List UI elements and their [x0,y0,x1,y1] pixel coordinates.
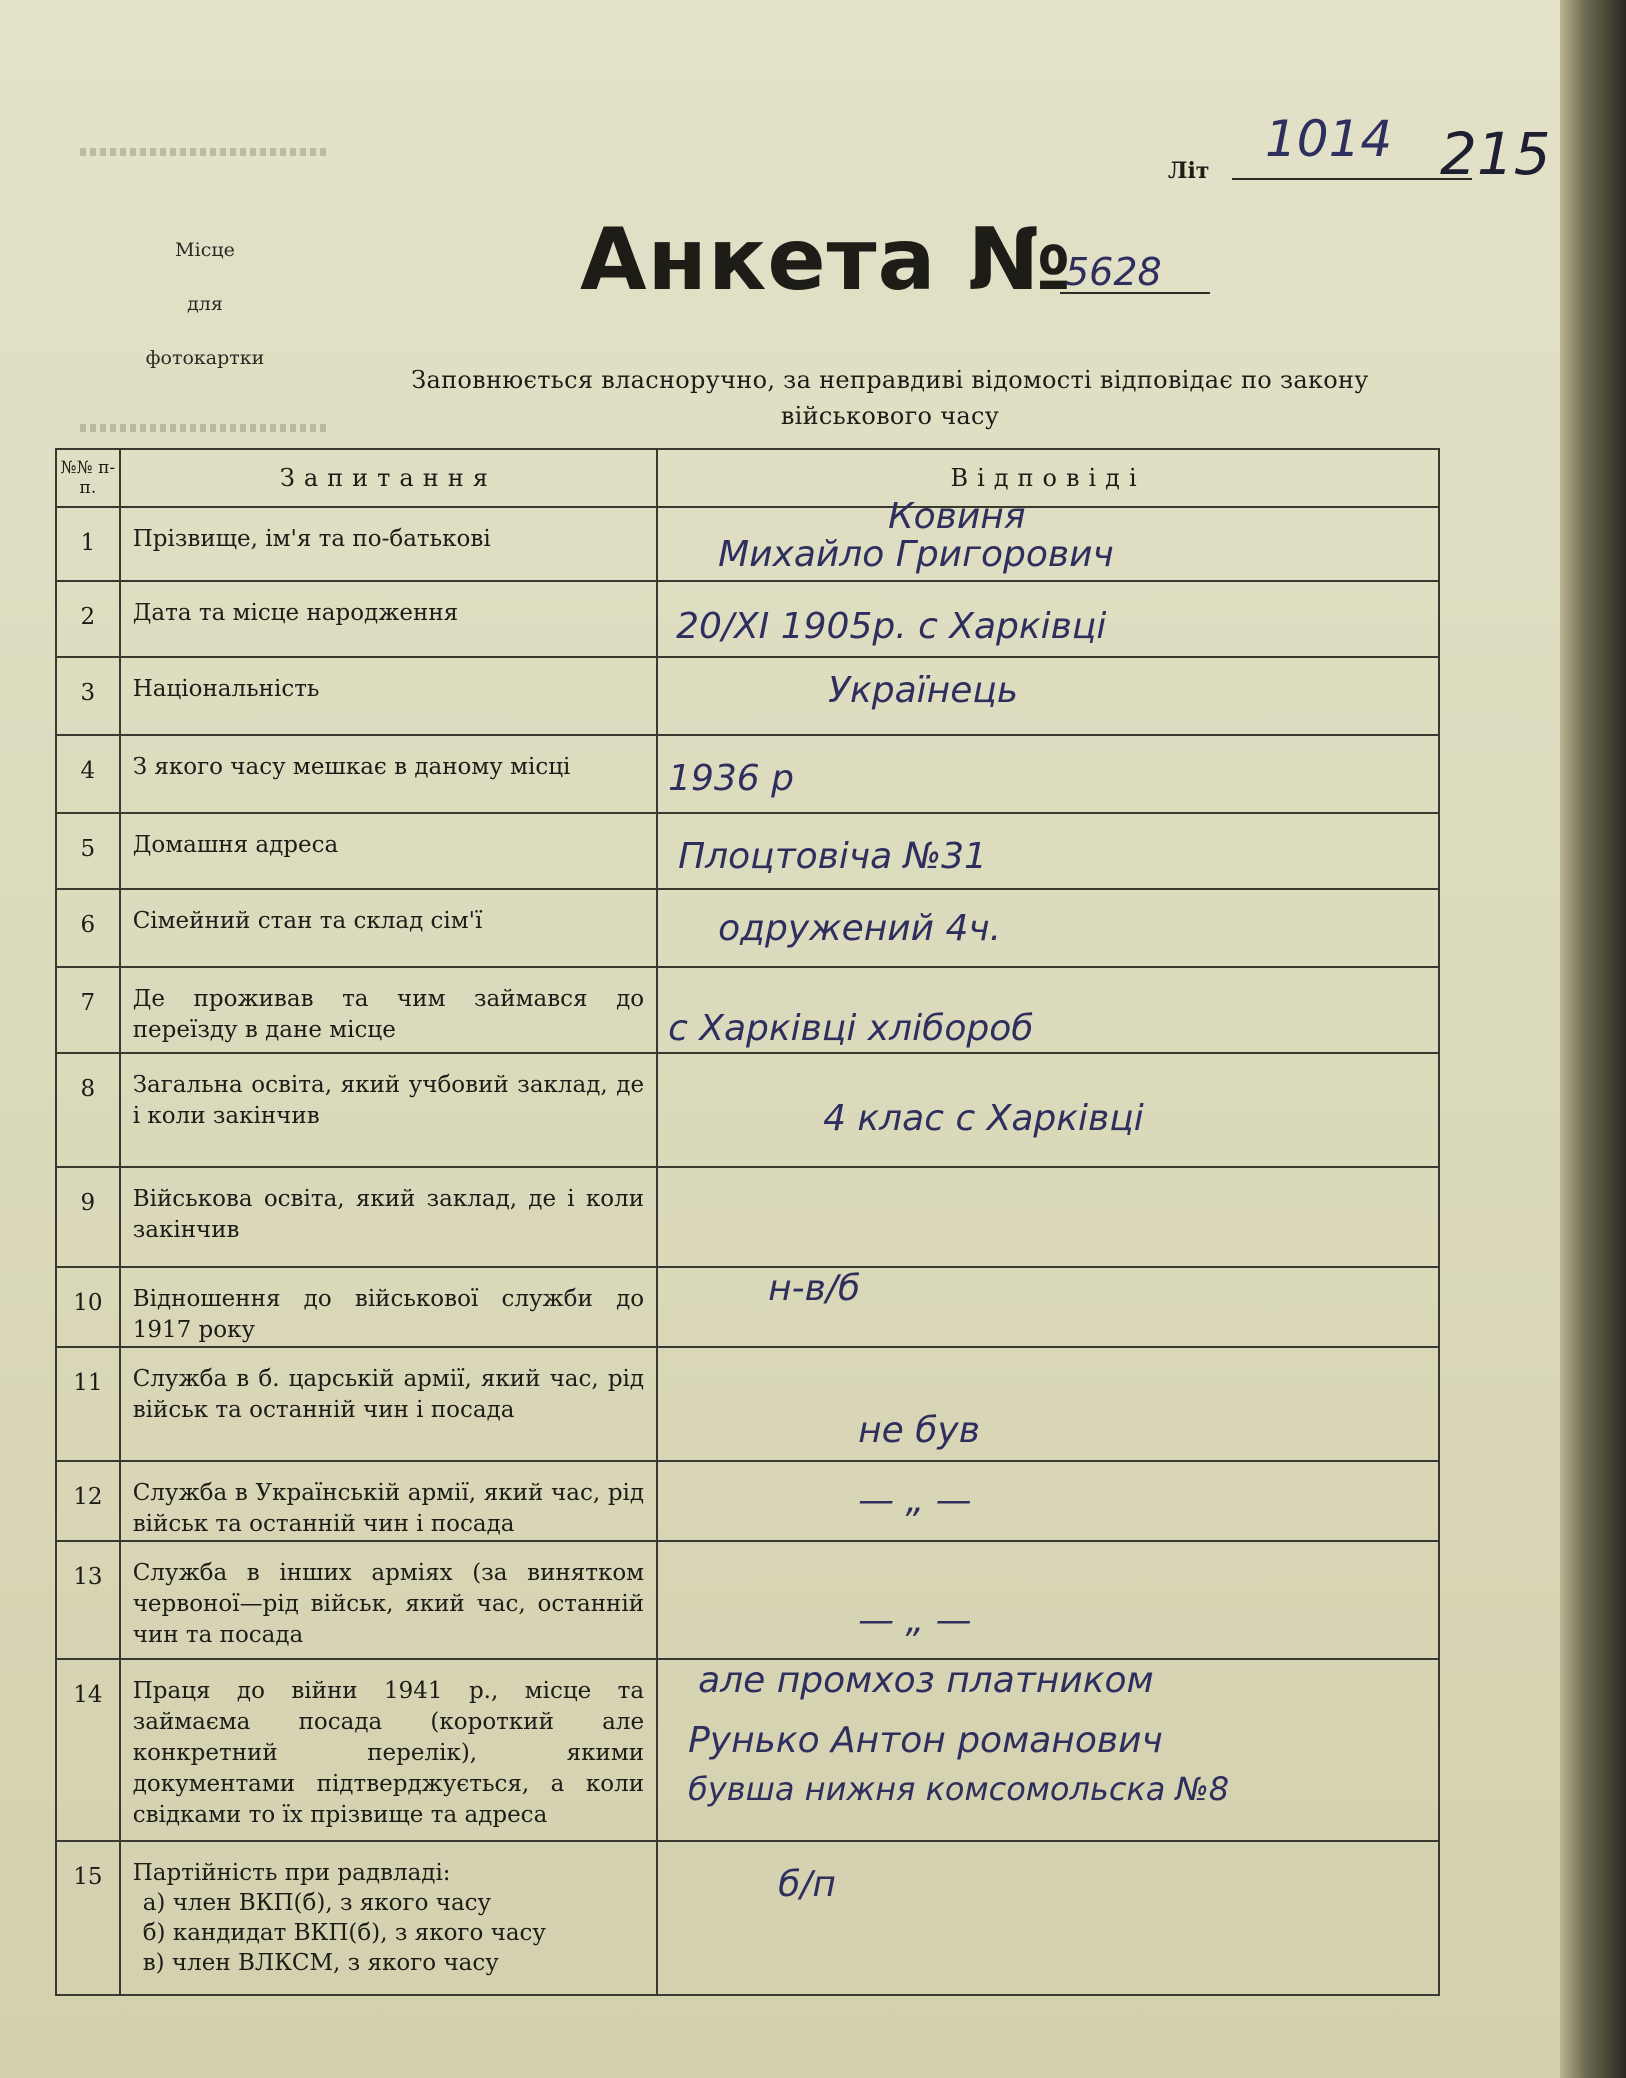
party-question-option: а) член ВКП(б), з якого часу [142,1890,492,1916]
answer-text: 1936 р [668,758,794,799]
form-title: Анкета № [580,210,1072,310]
answer-text: Ковиня [888,496,1026,537]
row-question: Служба в б. царській армії, який час, рід військ та останній чин і посада [120,1347,657,1461]
row-number: 2 [56,581,120,657]
table-row [56,1841,1439,1995]
table-row [56,967,1439,1053]
table-row [56,1659,1439,1841]
table-row [56,1347,1439,1461]
table-row [56,581,1439,657]
row-number: 10 [56,1267,120,1347]
row-question: Прізвище, ім'я та по-батькові [120,507,657,581]
answer-text: бувша нижня комсомольска №8 [688,1770,1230,1808]
lit-underline [1232,178,1472,180]
table-row [56,889,1439,967]
row-number: 15 [56,1841,120,1995]
row-question: З якого часу мешкає в даному місці [120,735,657,813]
header-number: №№ п-п. [56,449,120,507]
row-answer [657,889,1439,967]
row-question: Домашня адреса [120,813,657,889]
row-number: 12 [56,1461,120,1541]
answer-text: Михайло Григорович [718,534,1114,575]
answer-text: — „ — [858,1480,972,1521]
answer-text: — „ — [858,1600,972,1641]
row-question: Відношення до військової служби до 1917 року [120,1267,657,1347]
answer-text: н-в/б [768,1268,861,1309]
table-row [56,1461,1439,1541]
table-row [56,735,1439,813]
row-answer [657,1659,1439,1841]
answer-text: 4 клас с Харківці [823,1098,1144,1139]
row-number: 1 [56,507,120,581]
row-answer [657,581,1439,657]
page-edge-shadow [1560,0,1626,2078]
anketa-number: 5628 [1065,250,1162,294]
row-question: Праця до війни 1941 р., місце та займаєма посада (короткий але конкретний перелік), якими документами підтверджується, а коли свідками то їх прізвище та адреса [120,1659,657,1841]
row-answer [657,1053,1439,1167]
row-number: 3 [56,657,120,735]
row-answer [657,1267,1439,1347]
row-answer [657,1461,1439,1541]
table-row [56,813,1439,889]
table-row [56,1541,1439,1659]
answer-text: с Харківці хлібороб [668,1008,1034,1049]
lit-label: Літ [1168,158,1210,184]
row-number: 5 [56,813,120,889]
header-answer: Відповіді [657,449,1439,507]
row-number: 6 [56,889,120,967]
row-answer [657,813,1439,889]
answer-text: б/п [778,1864,836,1905]
row-number: 11 [56,1347,120,1461]
row-question: Військова освіта, який заклад, де і коли закінчив [120,1167,657,1267]
photo-placeholder [80,145,330,430]
row-answer [657,1167,1439,1267]
answer-text: Плоцтовіча №31 [678,836,987,877]
table-row [56,1053,1439,1167]
party-question-option: б) кандидат ВКП(б), з якого часу [142,1920,546,1946]
table-header-row [56,449,1439,507]
row-question: Загальна освіта, який учбовий заклад, де і коли закінчив [120,1053,657,1167]
table-row [56,1267,1439,1347]
table-row [56,507,1439,581]
row-answer [657,1541,1439,1659]
row-number: 14 [56,1659,120,1841]
row-question: Сімейний стан та склад сім'ї [120,889,657,967]
row-number: 9 [56,1167,120,1267]
row-answer [657,657,1439,735]
answer-text: але промхоз платником [698,1660,1154,1701]
answer-text: одружений 4ч. [718,908,1002,949]
row-answer [657,735,1439,813]
row-answer [657,1347,1439,1461]
row-question: Дата та місце народження [120,581,657,657]
answer-text: не був [858,1410,980,1451]
row-number: 7 [56,967,120,1053]
answer-text: 20/XI 1905р. с Харківці [676,606,1107,647]
party-question-option: в) член ВЛКСМ, з якого часу [142,1950,499,1976]
row-number: 4 [56,735,120,813]
photo-label-line1: Місце [175,239,235,261]
photo-label-line2: для [187,293,223,315]
party-question-title: Партійність при радвладі: [132,1860,451,1886]
table-row [56,1167,1439,1267]
row-number: 13 [56,1541,120,1659]
row-answer [657,1841,1439,1995]
answer-text: Рунько Антон романович [688,1720,1163,1761]
row-question [120,1841,657,1995]
archive-mark: 215 [1440,120,1551,188]
row-question: Національність [120,657,657,735]
row-question: Де проживав та чим займався до переїзду в дане місце [120,967,657,1053]
photo-label-line3: фотокартки [145,347,265,369]
header-question: Запитання [120,449,657,507]
row-question: Служба в інших арміях (за винятком червоної—рід військ, який час, останній чин та посада [120,1541,657,1659]
row-number: 8 [56,1053,120,1167]
lit-number: 1014 [1265,110,1393,168]
photo-box-bottom-border [80,424,330,432]
anketa-number-underline [1060,292,1210,294]
row-answer [657,496,1439,581]
answer-text: Українець [828,670,1019,711]
form-subtitle: Заповнюється власноручно, за неправдиві відомості відповідає по закону військового часу [411,366,1369,430]
table-row [56,657,1439,735]
questionnaire-table [55,448,1440,1996]
row-question: Служба в Українській армії, який час, рід військ та останній чин і посада [120,1461,657,1541]
row-answer [657,967,1439,1053]
